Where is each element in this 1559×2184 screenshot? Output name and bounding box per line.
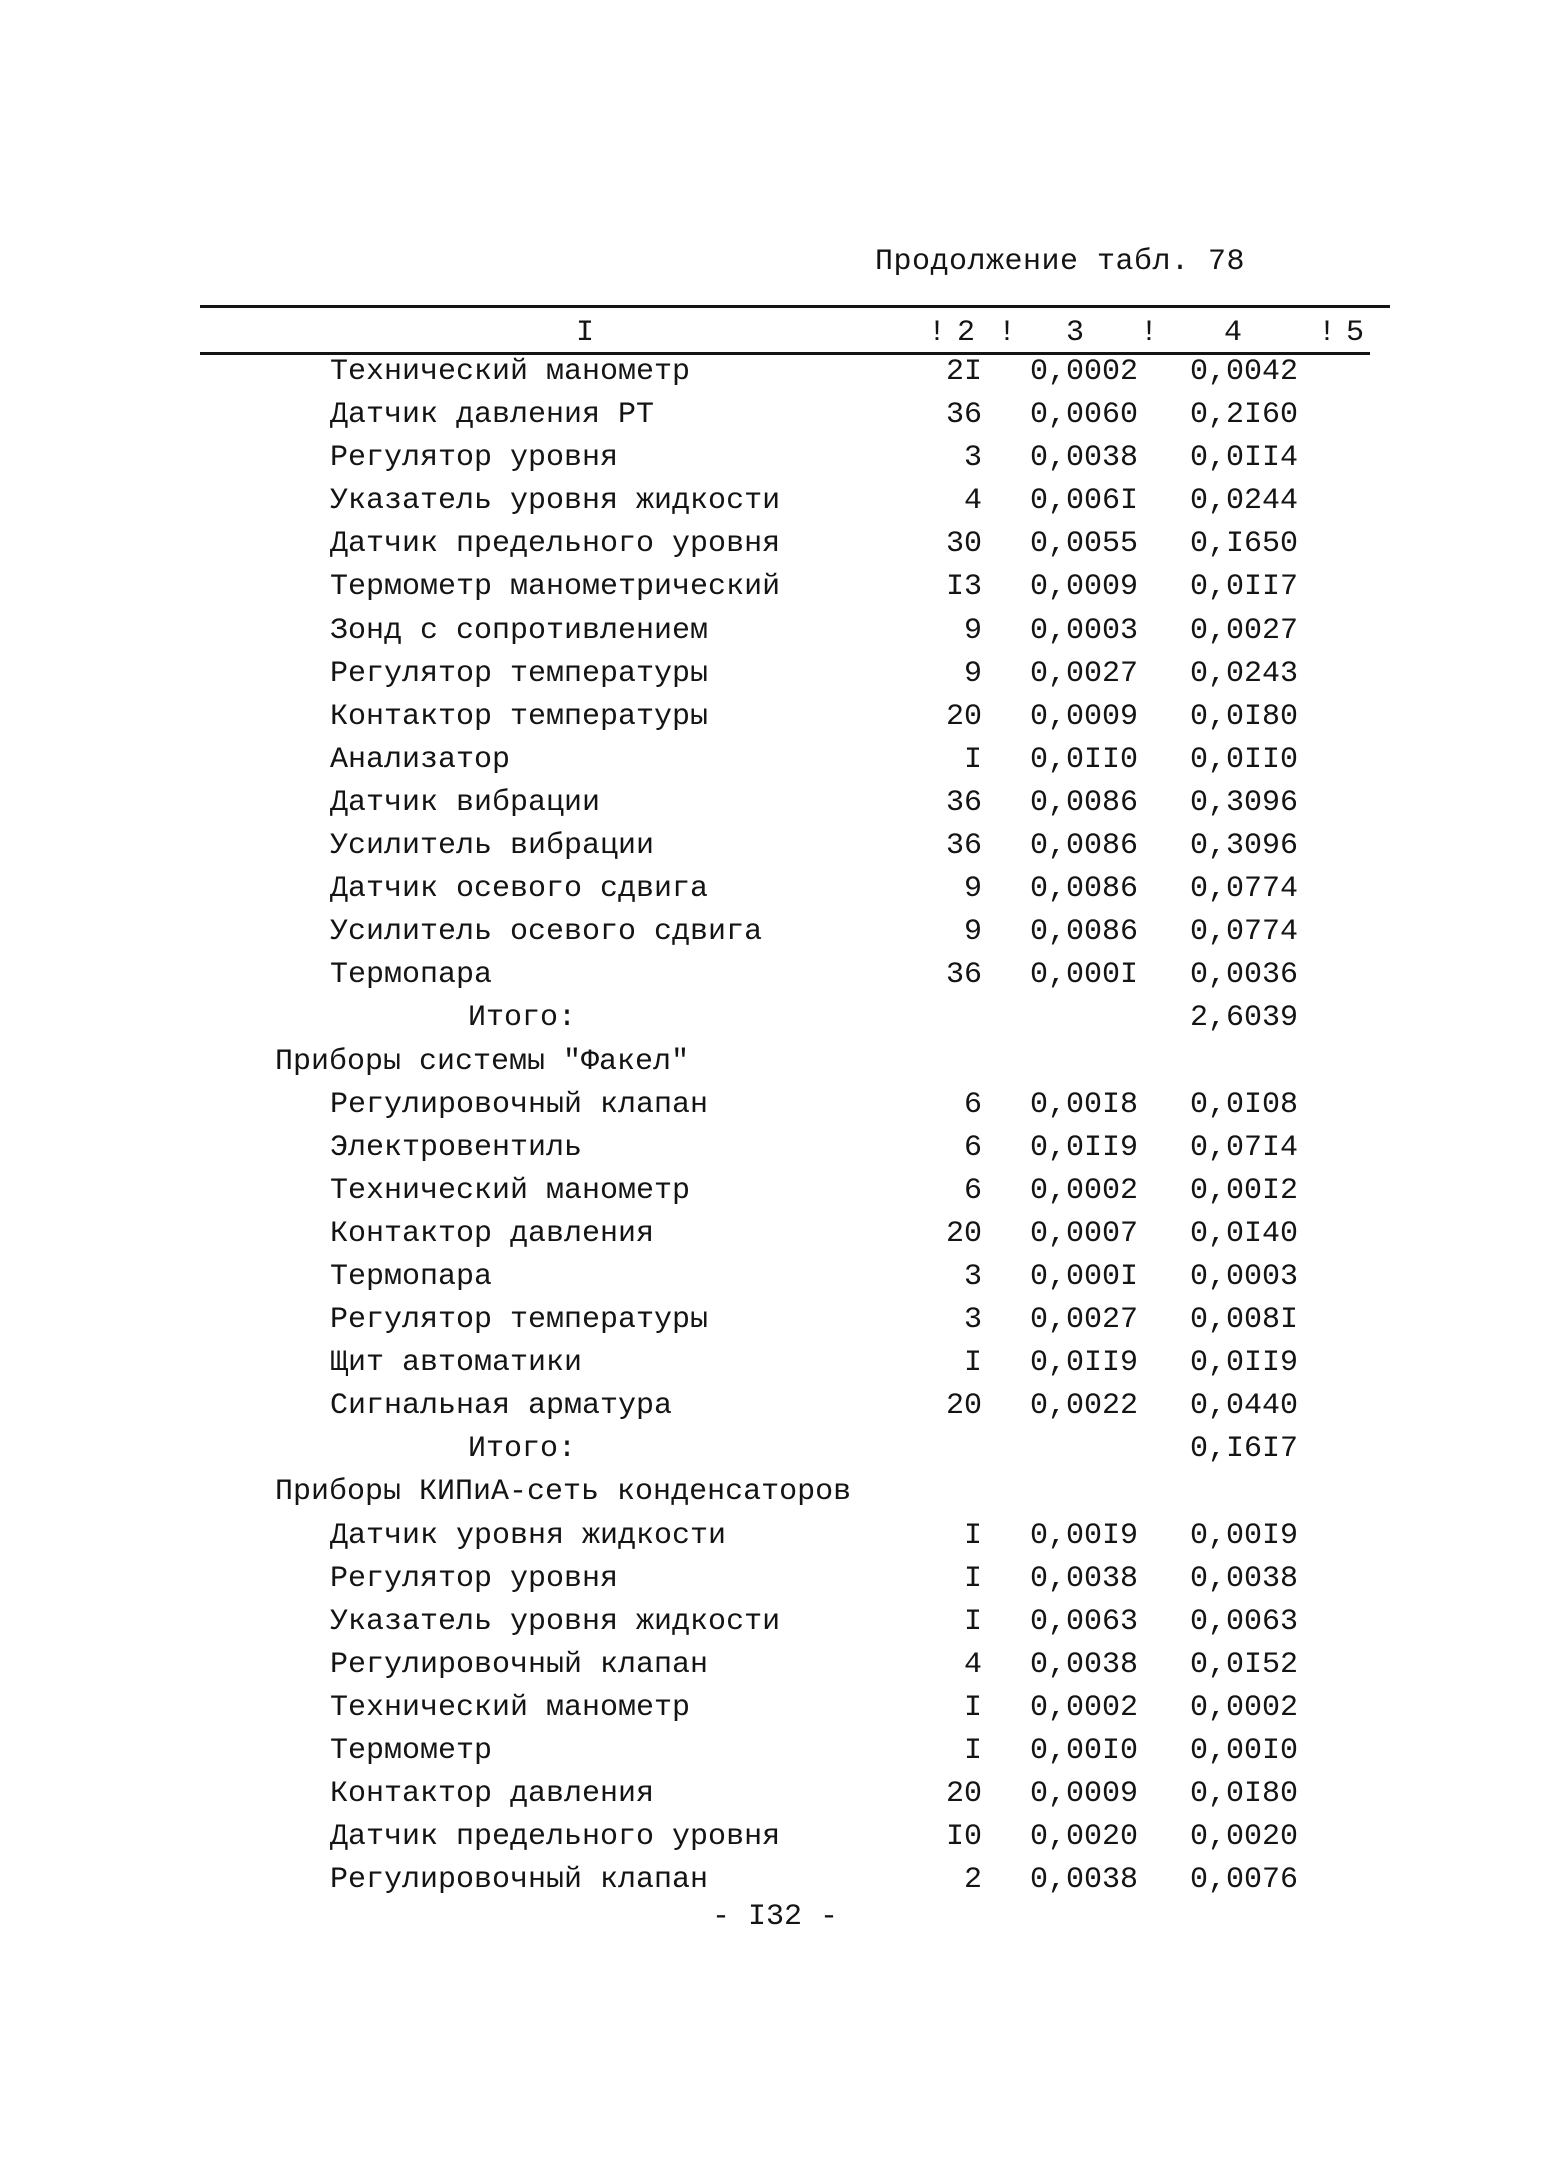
cell-name: Приборы системы "Факел" (275, 1044, 690, 1079)
cell-rate: 0,0002 (1030, 1173, 1139, 1208)
cell-quantity: I (963, 742, 982, 777)
header-col-1: I (576, 316, 595, 350)
cell-total: 0,0774 (1190, 915, 1299, 950)
cell-rate: 0,0027 (1030, 1303, 1139, 1338)
cell-name: Термопара (330, 1259, 493, 1294)
header-col-2: 2 (957, 316, 976, 350)
cell-total: 0,0036 (1190, 958, 1299, 993)
table-row (0, 484, 1559, 527)
cell-name: Термометр манометрический (330, 570, 781, 605)
cell-total: 0,I6I7 (1190, 1432, 1299, 1467)
table-row (0, 743, 1559, 786)
cell-name: Электровентиль (330, 1130, 583, 1165)
cell-rate: 0,006I (1030, 484, 1139, 519)
cell-quantity: 36 (945, 829, 982, 864)
cell-total: 0,0440 (1190, 1389, 1299, 1424)
cell-name: Контактор температуры (330, 699, 709, 734)
table-row (0, 1519, 1559, 1562)
cell-quantity: 4 (963, 484, 982, 519)
cell-rate: 0,0022 (1030, 1389, 1139, 1424)
table-row (0, 1174, 1559, 1217)
cell-rate: 0,0007 (1030, 1216, 1139, 1251)
cell-total: 0,3096 (1190, 785, 1299, 820)
table-row (0, 1131, 1559, 1174)
header-separator: ! (998, 316, 1017, 350)
table-row (0, 915, 1559, 958)
cell-total: 0,2I60 (1190, 398, 1299, 433)
cell-quantity: 9 (963, 915, 982, 950)
table-row (0, 1389, 1559, 1432)
table-row (0, 1777, 1559, 1820)
cell-name: Датчик вибрации (330, 785, 601, 820)
cell-name: Контактор давления (330, 1777, 655, 1812)
cell-name: Термопара (330, 958, 493, 993)
cell-name: Датчик осевого сдвига (330, 872, 709, 907)
table-row (0, 786, 1559, 829)
cell-total: 0,0774 (1190, 872, 1299, 907)
cell-quantity: 36 (945, 958, 982, 993)
table-body (0, 355, 1559, 1906)
cell-name: Технический манометр (330, 355, 691, 389)
cell-name: Усилитель осевого сдвига (330, 915, 763, 950)
cell-rate: 0,0009 (1030, 1777, 1139, 1812)
cell-quantity: 9 (963, 656, 982, 691)
cell-total: 0,0002 (1190, 1690, 1299, 1725)
table-row (0, 958, 1559, 1001)
cell-rate: 0,0055 (1030, 527, 1139, 562)
cell-rate: 0,00I9 (1030, 1518, 1139, 1553)
cell-name: Датчик уровня жидкости (330, 1518, 727, 1553)
table-row (0, 441, 1559, 484)
cell-quantity: 9 (963, 872, 982, 907)
cell-name: Итого: (468, 1001, 577, 1036)
cell-name: Датчик давления РТ (330, 398, 655, 433)
cell-quantity: I3 (945, 570, 982, 605)
cell-rate: 0,0038 (1030, 1561, 1139, 1596)
cell-quantity: 6 (963, 1130, 982, 1165)
cell-total: 0,0027 (1190, 613, 1299, 648)
cell-total: 0,0003 (1190, 1259, 1299, 1294)
cell-name: Приборы КИПиА-сеть конденсаторов (275, 1475, 852, 1510)
header-separator: ! (1140, 316, 1159, 350)
cell-name: Технический манометр (330, 1690, 691, 1725)
cell-rate: 0,0020 (1030, 1820, 1139, 1855)
header-top-rule (200, 305, 1390, 308)
cell-rate: 0,0002 (1030, 355, 1139, 389)
subtotal-row (0, 1001, 1559, 1044)
cell-total: 0,0244 (1190, 484, 1299, 519)
table-row (0, 614, 1559, 657)
cell-name: Зонд с сопротивлением (330, 613, 709, 648)
cell-quantity: 2 (963, 1863, 982, 1898)
cell-quantity: 20 (945, 699, 982, 734)
cell-quantity: I (963, 1734, 982, 1768)
header-col-3: 3 (1066, 316, 1085, 350)
cell-total: 0,07I4 (1190, 1130, 1299, 1165)
cell-quantity: 2I (945, 355, 982, 389)
cell-quantity: I (963, 1346, 982, 1381)
table-row (0, 1303, 1559, 1346)
cell-quantity: 20 (945, 1389, 982, 1424)
cell-name: Регулятор уровня (330, 1561, 619, 1596)
table-row (0, 527, 1559, 570)
cell-name: Регулятор температуры (330, 656, 709, 691)
group-heading-row (0, 1045, 1559, 1088)
cell-total: 0,0II4 (1190, 441, 1299, 476)
cell-quantity: I (963, 1690, 982, 1725)
cell-total: 0,0I08 (1190, 1087, 1299, 1122)
cell-name: Регулятор температуры (330, 1303, 709, 1338)
cell-quantity: I0 (945, 1820, 982, 1855)
table-row (0, 1734, 1559, 1777)
header-separator: ! (928, 316, 947, 350)
cell-total: 0,00I2 (1190, 1173, 1299, 1208)
cell-rate: 0,0009 (1030, 570, 1139, 605)
cell-rate: 0,0086 (1030, 785, 1139, 820)
table-row (0, 570, 1559, 613)
cell-quantity: 36 (945, 785, 982, 820)
cell-name: Итого: (468, 1432, 577, 1467)
cell-name: Технический манометр (330, 1173, 691, 1208)
cell-total: 0,0076 (1190, 1863, 1299, 1898)
cell-name: Контактор давления (330, 1216, 655, 1251)
cell-total: 0,0243 (1190, 656, 1299, 691)
cell-rate: 0,0038 (1030, 1863, 1139, 1898)
cell-total: 0,0063 (1190, 1604, 1299, 1639)
cell-rate: 0,0086 (1030, 829, 1139, 864)
table-row (0, 398, 1559, 441)
cell-total: 0,0I52 (1190, 1647, 1299, 1682)
cell-total: 0,0II0 (1190, 742, 1299, 777)
table-row (0, 1217, 1559, 1260)
table-row (0, 1691, 1559, 1734)
cell-quantity: I (963, 1561, 982, 1596)
cell-name: Термометр (330, 1734, 493, 1768)
cell-total: 0,0042 (1190, 355, 1299, 389)
cell-rate: 0,0086 (1030, 872, 1139, 907)
cell-quantity: I (963, 1518, 982, 1553)
cell-total: 0,00I0 (1190, 1734, 1299, 1768)
cell-rate: 0,0086 (1030, 915, 1139, 950)
cell-name: Указатель уровня жидкости (330, 484, 781, 519)
table-row (0, 872, 1559, 915)
cell-name: Регулятор уровня (330, 441, 619, 476)
cell-rate: 0,0003 (1030, 613, 1139, 648)
cell-total: 0,008I (1190, 1303, 1299, 1338)
cell-total: 0,0II9 (1190, 1346, 1299, 1381)
table-row (0, 1562, 1559, 1605)
table-row (0, 1820, 1559, 1863)
table-row (0, 1346, 1559, 1389)
cell-name: Сигнальная арматура (330, 1389, 673, 1424)
cell-name: Анализатор (330, 742, 511, 777)
cell-total: 0,0I80 (1190, 699, 1299, 734)
cell-rate: 0,000I (1030, 1259, 1139, 1294)
cell-total: 2,6039 (1190, 1001, 1299, 1036)
cell-name: Указатель уровня жидкости (330, 1604, 781, 1639)
cell-rate: 0,0002 (1030, 1690, 1139, 1725)
cell-rate: 0,0027 (1030, 656, 1139, 691)
cell-name: Датчик предельного уровня (330, 1820, 781, 1855)
cell-total: 0,0I40 (1190, 1216, 1299, 1251)
group-heading-row (0, 1475, 1559, 1518)
cell-rate: 0,0038 (1030, 441, 1139, 476)
cell-total: 0,0038 (1190, 1561, 1299, 1596)
cell-quantity: 3 (963, 441, 982, 476)
table-row (0, 657, 1559, 700)
header-col-5: 5 (1346, 316, 1365, 350)
cell-total: 0,0020 (1190, 1820, 1299, 1855)
cell-name: Регулировочный клапан (330, 1647, 709, 1682)
cell-quantity: 9 (963, 613, 982, 648)
cell-rate: 0,000I (1030, 958, 1139, 993)
cell-total: 0,00I9 (1190, 1518, 1299, 1553)
cell-rate: 0,00I0 (1030, 1734, 1139, 1768)
cell-rate: 0,00I8 (1030, 1087, 1139, 1122)
cell-name: Регулировочный клапан (330, 1863, 709, 1898)
cell-rate: 0,0II9 (1030, 1130, 1139, 1165)
cell-quantity: 20 (945, 1777, 982, 1812)
cell-rate: 0,0009 (1030, 699, 1139, 734)
cell-rate: 0,0II9 (1030, 1346, 1139, 1381)
cell-total: 0,0II7 (1190, 570, 1299, 605)
cell-rate: 0,0II0 (1030, 742, 1139, 777)
cell-quantity: 6 (963, 1173, 982, 1208)
cell-quantity: 20 (945, 1216, 982, 1251)
header-col-4: 4 (1224, 316, 1243, 350)
cell-name: Датчик предельного уровня (330, 527, 781, 562)
cell-name: Регулировочный клапан (330, 1087, 709, 1122)
cell-rate: 0,0063 (1030, 1604, 1139, 1639)
cell-quantity: 3 (963, 1303, 982, 1338)
cell-name: Усилитель вибрации (330, 829, 655, 864)
cell-rate: 0,0038 (1030, 1647, 1139, 1682)
cell-quantity: I (963, 1604, 982, 1639)
table-row (0, 1088, 1559, 1131)
cell-quantity: 6 (963, 1087, 982, 1122)
table-row (0, 700, 1559, 743)
cell-total: 0,0I80 (1190, 1777, 1299, 1812)
cell-quantity: 4 (963, 1647, 982, 1682)
table-row (0, 355, 1559, 398)
table-caption: Продолжение табл. 78 (875, 245, 1246, 279)
cell-quantity: 30 (945, 527, 982, 562)
cell-rate: 0,0060 (1030, 398, 1139, 433)
cell-total: 0,I650 (1190, 527, 1299, 562)
cell-total: 0,3096 (1190, 829, 1299, 864)
header-separator: ! (1318, 316, 1337, 350)
table-row (0, 1648, 1559, 1691)
cell-quantity: 36 (945, 398, 982, 433)
subtotal-row (0, 1432, 1559, 1475)
table-row (0, 1605, 1559, 1648)
table-row (0, 829, 1559, 872)
cell-quantity: 3 (963, 1259, 982, 1294)
table-row (0, 1260, 1559, 1303)
page-number: - I32 - (712, 1900, 839, 1934)
cell-name: Щит автоматики (330, 1346, 583, 1381)
